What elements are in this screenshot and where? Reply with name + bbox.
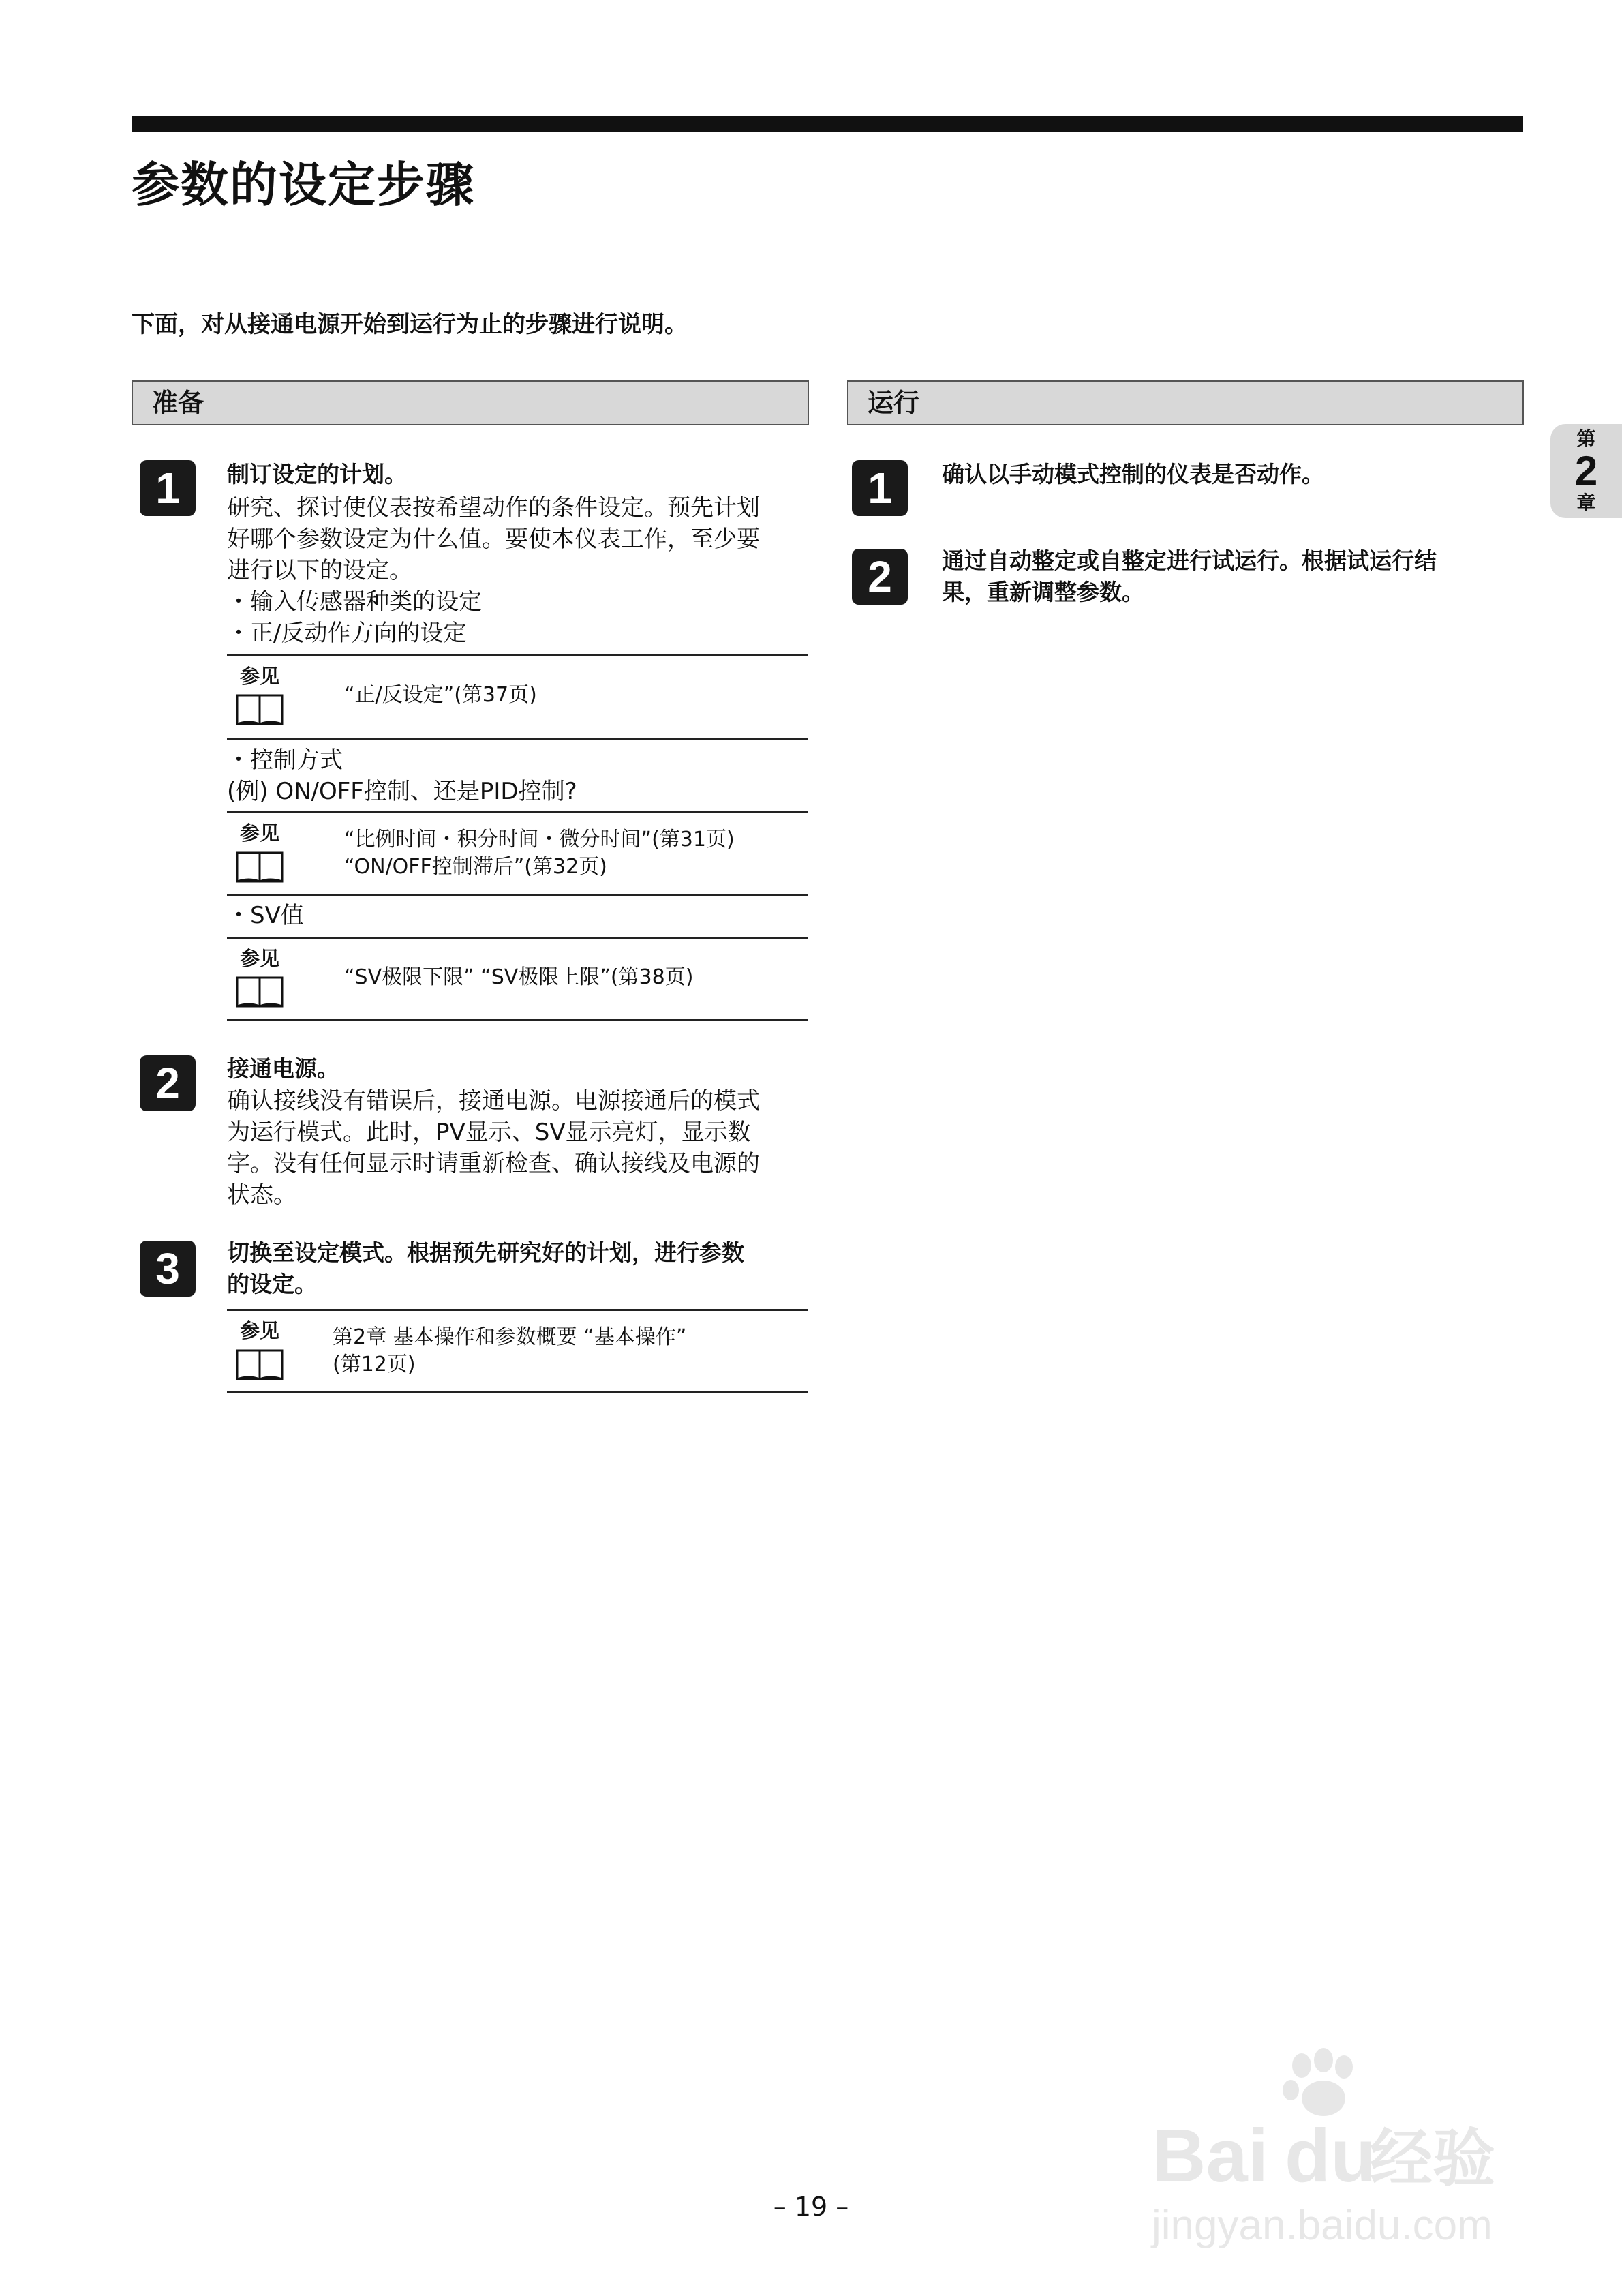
divider <box>227 894 808 896</box>
body-line: 进行以下的设定。 <box>227 557 412 584</box>
bullet-item: ・正/反动作方向的设定 <box>227 620 467 647</box>
step-number-badge: 2 <box>140 1055 196 1111</box>
bullet-item: ・SV值 <box>227 902 304 929</box>
ref-label: 参见 <box>240 1319 280 1342</box>
ref-text <box>344 826 735 881</box>
book-icon <box>235 849 284 884</box>
body-line: 研究、探讨使仪表按希望动作的条件设定。预先计划 <box>227 494 760 522</box>
body-line: 为运行模式。此时，PV显示、SV显示亮灯，显示数 <box>227 1119 751 1146</box>
intro-text: 下面，对从接通电源开始到运行为止的步骤进行说明。 <box>132 311 688 338</box>
ref-label: 参见 <box>240 947 280 970</box>
body-line: 字。没有任何显示时请重新检查、确认接线及电源的 <box>227 1150 760 1177</box>
step-number-badge: 3 <box>140 1241 196 1297</box>
step-title: 确认以手动模式控制的仪表是否动作。 <box>942 461 1324 487</box>
step-title <box>942 545 1437 608</box>
step-body <box>227 1085 806 1211</box>
step-title: 接通电源。 <box>227 1055 339 1082</box>
step-title <box>227 1237 744 1300</box>
step-number-badge: 1 <box>852 460 908 516</box>
paw-logo-icon <box>1145 2045 1527 2256</box>
divider <box>227 654 808 656</box>
divider <box>227 811 808 813</box>
book-icon <box>235 1346 284 1382</box>
divider <box>227 1391 808 1393</box>
bullet-item: ・控制方式 <box>227 746 343 774</box>
ref-line: 第2章 基本操作和参数概要 “基本操作” <box>333 1325 687 1349</box>
baidu-watermark <box>1145 2045 1527 2256</box>
watermark-url: jingyan.baidu.com <box>1152 2202 1493 2249</box>
title-line: 通过自动整定或自整定进行试运行。根据试运行结 <box>942 547 1437 574</box>
example-text: (例) ON/OFF控制、还是PID控制? <box>227 778 577 805</box>
title-line: 的设定。 <box>227 1271 317 1297</box>
divider <box>227 1309 808 1311</box>
bullet-item: ・输入传感器种类的设定 <box>227 588 482 616</box>
ref-label: 参见 <box>240 665 280 688</box>
body-line: 好哪个参数设定为什么值。要使本仪表工作，至少要 <box>227 526 760 553</box>
section-header-prepare: 准备 <box>132 380 809 425</box>
chapter-tab <box>1550 424 1622 518</box>
step-number-badge: 1 <box>140 460 196 516</box>
divider <box>227 937 808 939</box>
top-rule <box>132 116 1523 132</box>
divider <box>227 738 808 740</box>
page-number: – 19 – <box>773 2192 849 2222</box>
step-body <box>227 492 806 649</box>
divider <box>227 1019 808 1021</box>
chapter-suffix: 章 <box>1576 492 1596 514</box>
book-icon <box>235 691 284 727</box>
title-line: 果，重新调整参数。 <box>942 579 1144 605</box>
body-line: 状态。 <box>227 1181 296 1209</box>
title-line: 切换至设定模式。根据预先研究好的计划，进行参数 <box>227 1239 744 1266</box>
ref-line: “比例时间・积分时间・微分时间”(第31页) <box>344 828 735 851</box>
page-title: 参数的设定步骤 <box>132 157 475 213</box>
ref-line: (第12页) <box>333 1353 416 1376</box>
step-body-continued <box>227 900 806 931</box>
ref-text <box>333 1324 686 1378</box>
step-number-badge: 2 <box>852 549 908 605</box>
section-header-run: 运行 <box>847 380 1524 425</box>
book-icon <box>235 973 284 1009</box>
step-body-continued <box>227 744 806 807</box>
ref-label: 参见 <box>240 821 280 845</box>
ref-text: “SV极限下限” “SV极限上限”(第38页) <box>344 965 694 989</box>
ref-text: “正/反设定”(第37页) <box>344 683 537 707</box>
chapter-prefix: 第 <box>1576 427 1596 450</box>
watermark-du: du <box>1285 2114 1377 2198</box>
watermark-bai: Bai <box>1152 2114 1269 2198</box>
watermark-cn: 经验 <box>1370 2122 1496 2195</box>
body-line: 确认接线没有错误后，接通电源。电源接通后的模式 <box>227 1087 760 1115</box>
step-title: 制订设定的计划。 <box>227 461 407 487</box>
ref-line: “ON/OFF控制滞后”(第32页) <box>344 855 607 879</box>
chapter-number: 2 <box>1574 448 1598 494</box>
